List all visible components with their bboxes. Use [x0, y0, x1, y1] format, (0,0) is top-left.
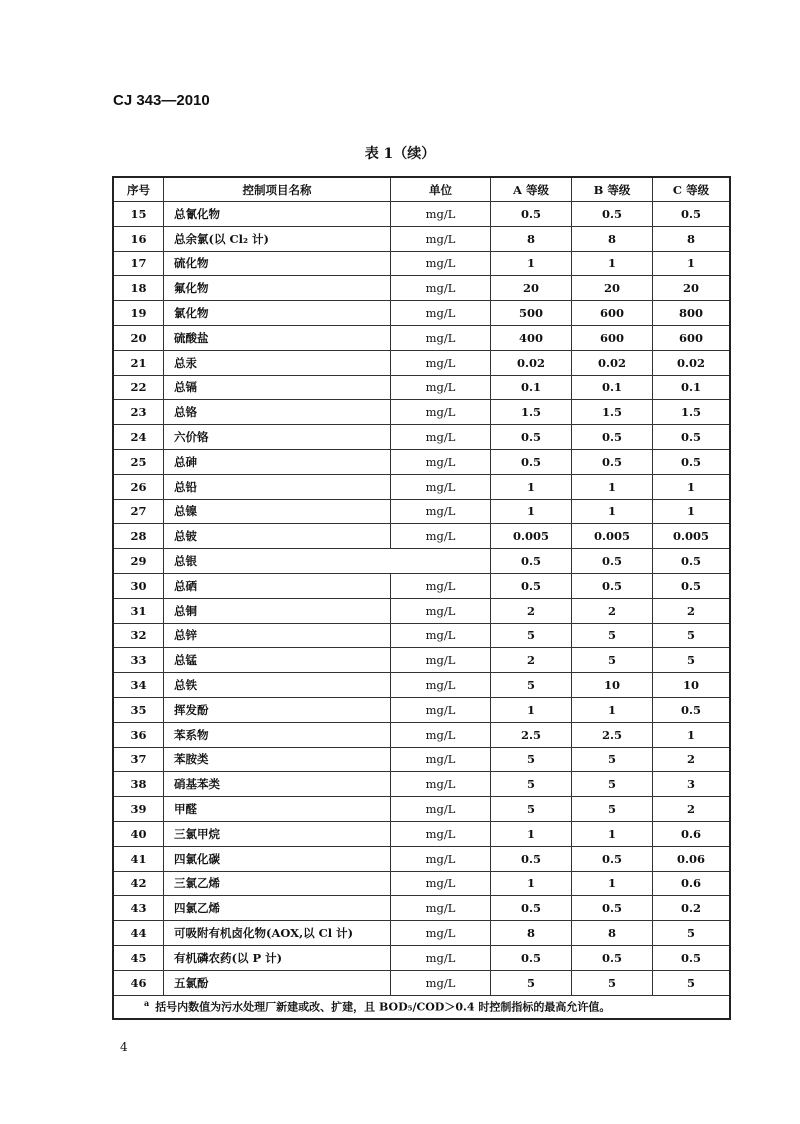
table-row [113, 301, 730, 326]
table-row [113, 821, 730, 846]
grade-a-cell: 2 [491, 598, 572, 623]
table-row [113, 549, 730, 574]
grade-a-cell: 0.5 [491, 202, 572, 227]
grade-a-cell: 1 [491, 871, 572, 896]
grade-b-cell: 5 [572, 623, 653, 648]
row-index-cell: 42 [113, 871, 164, 896]
unit-cell: mg/L [391, 573, 491, 598]
table-row [113, 623, 730, 648]
item-name-cell: 氯化物 [164, 301, 391, 326]
row-index-cell: 19 [113, 301, 164, 326]
table-row [113, 202, 730, 227]
grade-a-cell: 1 [491, 697, 572, 722]
unit-cell: mg/L [391, 375, 491, 400]
control-items-table [112, 176, 731, 1020]
unit-cell: mg/L [391, 722, 491, 747]
item-name-cell: 总汞 [164, 350, 391, 375]
grade-a-cell: 1 [491, 821, 572, 846]
item-name-cell: 硫酸盐 [164, 325, 391, 350]
row-index-cell: 15 [113, 202, 164, 227]
unit-cell: mg/L [391, 301, 491, 326]
row-index-cell: 44 [113, 921, 164, 946]
grade-c-cell: 0.5 [653, 202, 731, 227]
unit-cell: mg/L [391, 747, 491, 772]
row-index-cell: 43 [113, 896, 164, 921]
grade-a-cell: 5 [491, 673, 572, 698]
row-index-cell: 18 [113, 276, 164, 301]
row-index-cell: 33 [113, 648, 164, 673]
table-row [113, 722, 730, 747]
item-name-cell: 苯胺类 [164, 747, 391, 772]
item-name-cell: 总氰化物 [164, 202, 391, 227]
grade-a-cell: 500 [491, 301, 572, 326]
row-index-cell: 40 [113, 821, 164, 846]
item-name-cell: 总银 [164, 549, 491, 574]
grade-b-cell: 0.5 [572, 202, 653, 227]
footnote-row [113, 995, 730, 1019]
table-row [113, 375, 730, 400]
grade-c-cell: 0.5 [653, 697, 731, 722]
grade-a-cell: 0.005 [491, 524, 572, 549]
grade-a-cell: 5 [491, 970, 572, 995]
col-header-grade-b: B 等级 [572, 177, 653, 202]
item-name-cell: 总砷 [164, 449, 391, 474]
unit-cell: mg/L [391, 499, 491, 524]
grade-b-cell: 2 [572, 598, 653, 623]
item-name-cell: 总锌 [164, 623, 391, 648]
table-row [113, 226, 730, 251]
grade-c-cell: 5 [653, 648, 731, 673]
unit-cell: mg/L [391, 425, 491, 450]
item-name-cell: 可吸附有机卤化物(AOX,以 Cl 计) [164, 921, 391, 946]
grade-c-cell: 2 [653, 747, 731, 772]
grade-b-cell: 20 [572, 276, 653, 301]
item-name-cell: 五氯酚 [164, 970, 391, 995]
grade-a-cell: 2 [491, 648, 572, 673]
table-row [113, 648, 730, 673]
unit-cell: mg/L [391, 871, 491, 896]
item-name-cell: 挥发酚 [164, 697, 391, 722]
unit-cell: mg/L [391, 896, 491, 921]
item-name-cell: 三氯乙烯 [164, 871, 391, 896]
row-index-cell: 16 [113, 226, 164, 251]
grade-b-cell: 600 [572, 325, 653, 350]
grade-b-cell: 1 [572, 871, 653, 896]
row-index-cell: 34 [113, 673, 164, 698]
row-index-cell: 30 [113, 573, 164, 598]
row-index-cell: 38 [113, 772, 164, 797]
table-row [113, 350, 730, 375]
grade-a-cell: 0.5 [491, 896, 572, 921]
table-row [113, 797, 730, 822]
grade-c-cell: 1 [653, 499, 731, 524]
footnote-text: 括号内数值为污水处理厂新建或改、扩建，且 BOD₅/COD＞0.4 时控制指标的最高允许值。 [155, 1000, 611, 1014]
grade-b-cell: 5 [572, 772, 653, 797]
unit-cell: mg/L [391, 449, 491, 474]
grade-c-cell: 3 [653, 772, 731, 797]
grade-c-cell: 0.6 [653, 871, 731, 896]
item-name-cell: 总铬 [164, 400, 391, 425]
item-name-cell: 硫化物 [164, 251, 391, 276]
table-row [113, 573, 730, 598]
grade-c-cell: 0.5 [653, 425, 731, 450]
unit-cell: mg/L [391, 598, 491, 623]
table-row [113, 524, 730, 549]
unit-cell: mg/L [391, 202, 491, 227]
item-name-cell: 氟化物 [164, 276, 391, 301]
grade-b-cell: 5 [572, 648, 653, 673]
table-row [113, 325, 730, 350]
table-title: 表 1（续） [364, 146, 436, 162]
grade-a-cell: 1 [491, 499, 572, 524]
table-row [113, 499, 730, 524]
row-index-cell: 22 [113, 375, 164, 400]
grade-b-cell: 0.5 [572, 846, 653, 871]
grade-b-cell: 1 [572, 499, 653, 524]
table-row [113, 846, 730, 871]
row-index-cell: 25 [113, 449, 164, 474]
item-name-cell: 总余氯(以 Cl₂ 计) [164, 226, 391, 251]
unit-cell: mg/L [391, 697, 491, 722]
grade-a-cell: 0.5 [491, 425, 572, 450]
grade-b-cell: 5 [572, 970, 653, 995]
row-index-cell: 23 [113, 400, 164, 425]
grade-a-cell: 1 [491, 474, 572, 499]
grade-a-cell: 0.5 [491, 549, 572, 574]
row-index-cell: 31 [113, 598, 164, 623]
grade-b-cell: 1.5 [572, 400, 653, 425]
grade-c-cell: 0.5 [653, 573, 731, 598]
table-row [113, 474, 730, 499]
grade-a-cell: 0.5 [491, 846, 572, 871]
grade-c-cell: 0.6 [653, 821, 731, 846]
table-row [113, 970, 730, 995]
grade-c-cell: 1 [653, 722, 731, 747]
table-row [113, 673, 730, 698]
row-index-cell: 35 [113, 697, 164, 722]
item-name-cell: 总硒 [164, 573, 391, 598]
grade-b-cell: 0.02 [572, 350, 653, 375]
footnote-marker: a [144, 998, 150, 1009]
item-name-cell: 甲醛 [164, 797, 391, 822]
grade-b-cell: 0.5 [572, 573, 653, 598]
grade-b-cell: 8 [572, 921, 653, 946]
grade-c-cell: 0.5 [653, 449, 731, 474]
grade-b-cell: 0.5 [572, 549, 653, 574]
row-index-cell: 28 [113, 524, 164, 549]
grade-c-cell: 2 [653, 598, 731, 623]
unit-cell: mg/L [391, 970, 491, 995]
grade-b-cell: 1 [572, 821, 653, 846]
item-name-cell: 四氯乙烯 [164, 896, 391, 921]
table-row [113, 945, 730, 970]
col-header-grade-c: C 等级 [653, 177, 731, 202]
row-index-cell: 45 [113, 945, 164, 970]
unit-cell: mg/L [391, 325, 491, 350]
grade-b-cell: 8 [572, 226, 653, 251]
item-name-cell: 总铍 [164, 524, 391, 549]
item-name-cell: 总镍 [164, 499, 391, 524]
grade-c-cell: 8 [653, 226, 731, 251]
grade-b-cell: 2.5 [572, 722, 653, 747]
unit-cell: mg/L [391, 797, 491, 822]
grade-b-cell: 10 [572, 673, 653, 698]
grade-a-cell: 20 [491, 276, 572, 301]
row-index-cell: 21 [113, 350, 164, 375]
grade-b-cell: 5 [572, 797, 653, 822]
unit-cell: mg/L [391, 846, 491, 871]
row-index-cell: 26 [113, 474, 164, 499]
table-row [113, 449, 730, 474]
item-name-cell: 苯系物 [164, 722, 391, 747]
grade-c-cell: 5 [653, 970, 731, 995]
unit-cell: mg/L [391, 821, 491, 846]
unit-cell: mg/L [391, 623, 491, 648]
table-row [113, 276, 730, 301]
unit-cell: mg/L [391, 524, 491, 549]
item-name-cell: 总镉 [164, 375, 391, 400]
grade-a-cell: 5 [491, 772, 572, 797]
grade-c-cell: 5 [653, 921, 731, 946]
unit-cell: mg/L [391, 251, 491, 276]
table-row [113, 251, 730, 276]
grade-c-cell: 0.02 [653, 350, 731, 375]
grade-a-cell: 0.5 [491, 449, 572, 474]
grade-c-cell: 0.1 [653, 375, 731, 400]
unit-cell: mg/L [391, 276, 491, 301]
unit-cell: mg/L [391, 945, 491, 970]
row-index-cell: 27 [113, 499, 164, 524]
grade-c-cell: 1 [653, 251, 731, 276]
unit-cell: mg/L [391, 226, 491, 251]
grade-a-cell: 0.5 [491, 573, 572, 598]
grade-b-cell: 1 [572, 697, 653, 722]
unit-cell: mg/L [391, 673, 491, 698]
row-index-cell: 20 [113, 325, 164, 350]
grade-b-cell: 5 [572, 747, 653, 772]
col-header-grade-a: A 等级 [491, 177, 572, 202]
grade-b-cell: 1 [572, 251, 653, 276]
col-header-index: 序号 [113, 177, 164, 202]
table-row [113, 697, 730, 722]
row-index-cell: 37 [113, 747, 164, 772]
grade-a-cell: 2.5 [491, 722, 572, 747]
grade-a-cell: 0.02 [491, 350, 572, 375]
table-row [113, 772, 730, 797]
table-row [113, 747, 730, 772]
grade-b-cell: 0.5 [572, 425, 653, 450]
table-row [113, 425, 730, 450]
grade-a-cell: 8 [491, 921, 572, 946]
item-name-cell: 六价铬 [164, 425, 391, 450]
grade-c-cell: 0.06 [653, 846, 731, 871]
unit-cell: mg/L [391, 350, 491, 375]
grade-c-cell: 0.2 [653, 896, 731, 921]
grade-b-cell: 0.5 [572, 449, 653, 474]
grade-c-cell: 5 [653, 623, 731, 648]
item-name-cell: 总铅 [164, 474, 391, 499]
grade-c-cell: 1 [653, 474, 731, 499]
table-header-row [113, 177, 730, 202]
grade-c-cell: 0.005 [653, 524, 731, 549]
row-index-cell: 32 [113, 623, 164, 648]
col-header-unit: 单位 [391, 177, 491, 202]
table-row [113, 896, 730, 921]
row-index-cell: 39 [113, 797, 164, 822]
grade-c-cell: 10 [653, 673, 731, 698]
grade-b-cell: 0.5 [572, 896, 653, 921]
grade-c-cell: 2 [653, 797, 731, 822]
item-name-cell: 有机磷农药(以 P 计) [164, 945, 391, 970]
unit-cell: mg/L [391, 921, 491, 946]
grade-c-cell: 0.5 [653, 549, 731, 574]
row-index-cell: 17 [113, 251, 164, 276]
unit-cell: mg/L [391, 648, 491, 673]
grade-b-cell: 1 [572, 474, 653, 499]
row-index-cell: 36 [113, 722, 164, 747]
grade-a-cell: 0.1 [491, 375, 572, 400]
grade-a-cell: 1.5 [491, 400, 572, 425]
standard-code: CJ 343—2010 [113, 92, 210, 109]
unit-cell: mg/L [391, 772, 491, 797]
grade-a-cell: 0.5 [491, 945, 572, 970]
grade-c-cell: 0.5 [653, 945, 731, 970]
grade-a-cell: 1 [491, 251, 572, 276]
grade-a-cell: 5 [491, 797, 572, 822]
grade-a-cell: 400 [491, 325, 572, 350]
table-row [113, 921, 730, 946]
row-index-cell: 46 [113, 970, 164, 995]
grade-a-cell: 8 [491, 226, 572, 251]
grade-c-cell: 600 [653, 325, 731, 350]
grade-b-cell: 0.005 [572, 524, 653, 549]
unit-cell: mg/L [391, 474, 491, 499]
row-index-cell: 29 [113, 549, 164, 574]
grade-a-cell: 5 [491, 623, 572, 648]
page-number: 4 [120, 1040, 128, 1054]
item-name-cell: 四氯化碳 [164, 846, 391, 871]
table-row [113, 400, 730, 425]
row-index-cell: 41 [113, 846, 164, 871]
grade-b-cell: 0.1 [572, 375, 653, 400]
unit-cell: mg/L [391, 400, 491, 425]
col-header-item-name: 控制项目名称 [164, 177, 391, 202]
table-row [113, 871, 730, 896]
row-index-cell: 24 [113, 425, 164, 450]
item-name-cell: 总铜 [164, 598, 391, 623]
grade-c-cell: 800 [653, 301, 731, 326]
grade-b-cell: 0.5 [572, 945, 653, 970]
item-name-cell: 总锰 [164, 648, 391, 673]
grade-b-cell: 600 [572, 301, 653, 326]
item-name-cell: 三氯甲烷 [164, 821, 391, 846]
table-row [113, 598, 730, 623]
grade-c-cell: 1.5 [653, 400, 731, 425]
grade-c-cell: 20 [653, 276, 731, 301]
item-name-cell: 总铁 [164, 673, 391, 698]
footnote-cell [113, 995, 730, 1019]
item-name-cell: 硝基苯类 [164, 772, 391, 797]
grade-a-cell: 5 [491, 747, 572, 772]
